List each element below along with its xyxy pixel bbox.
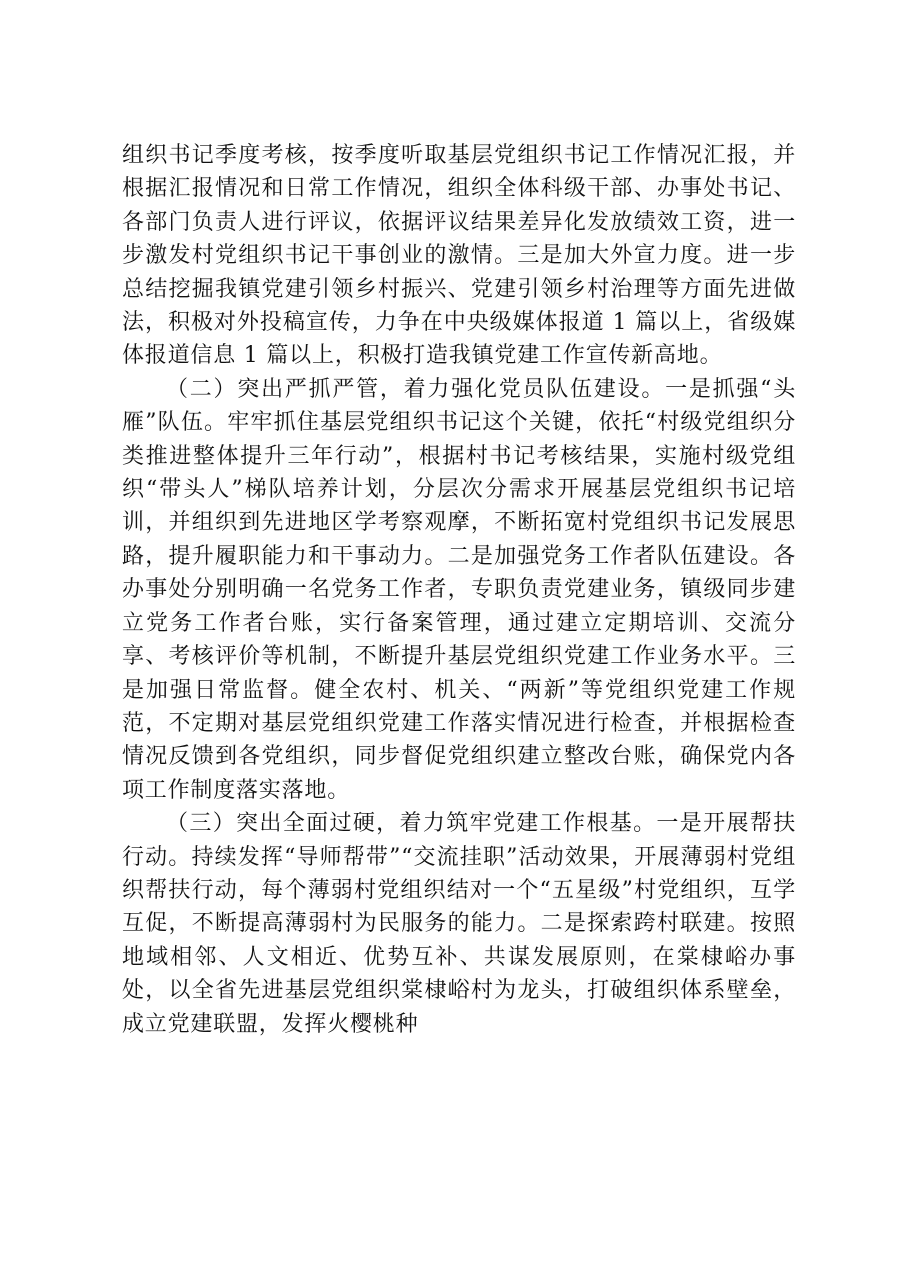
paragraph-continuation: 组织书记季度考核，按季度听取基层党组织书记工作情况汇报，并根据汇报情况和日常工作情况，组织全体科级干部、办事处书记、各部门负责人进行评议，依据评议结果差异化发放绩效工资，进一步激发村党组织书记干事创业的激情。三是加大外宣力度。进一步总结挖掘我镇党建引领乡村振兴、党建引领乡村治理等方面先进做法，积极对外投稿宣传，力争在中央级媒体报道 1 篇以上，省级媒体报道信息 1 篇以上，积极打造我镇党建工作宣传新高地。: [122, 143, 796, 369]
paragraph-section-two: （二）突出严抓严管，着力强化党员队伍建设。一是抓强“头雁”队伍。牢牢抓住基层党组织书记这个关键，依托“村级党组织分类推进整体提升三年行动”，根据村书记考核结果，实施村级党组织“带头人”梯队培养计划，分层次分需求开展基层党组织书记培训，并组织到先进地区学考察观摩，不断拓宽村党组织书记发展思路，提升履职能力和干事动力。二是加强党务工作者队伍建设。各办事处分别明确一名党务工作者，专职负责党建业务，镇级同步建立党务工作者台账，实行备案管理，通过建立定期培训、交流分享、考核评价等机制，不断提升基层党组织党建工作业务水平。三是加强日常监督。健全农村、机关、“两新”等党组织党建工作规范，不定期对基层党组织党建工作落实情况进行检查，并根据检查情况反馈到各党组织，同步督促党组织建立整改台账，确保党内各项工作制度落实落地。: [122, 376, 796, 803]
document-page: [122, 139, 796, 1041]
paragraph-section-three: （三）突出全面过硬，着力筑牢党建工作根基。一是开展帮扶行动。持续发挥“导师帮带”“交流挂职”活动效果，开展薄弱村党组织帮扶行动，每个薄弱村党组织结对一个“五星级”村党组织，互学互促，不断提高薄弱村为民服务的能力。二是探索跨村联建。按照地域相邻、人文相近、优势互补、共谋发展原则，在棠棣峪办事处，以全省先进基层党组织棠棣峪村为龙头，打破组织体系壁垒，成立党建联盟，发挥火樱桃种: [122, 811, 796, 1037]
